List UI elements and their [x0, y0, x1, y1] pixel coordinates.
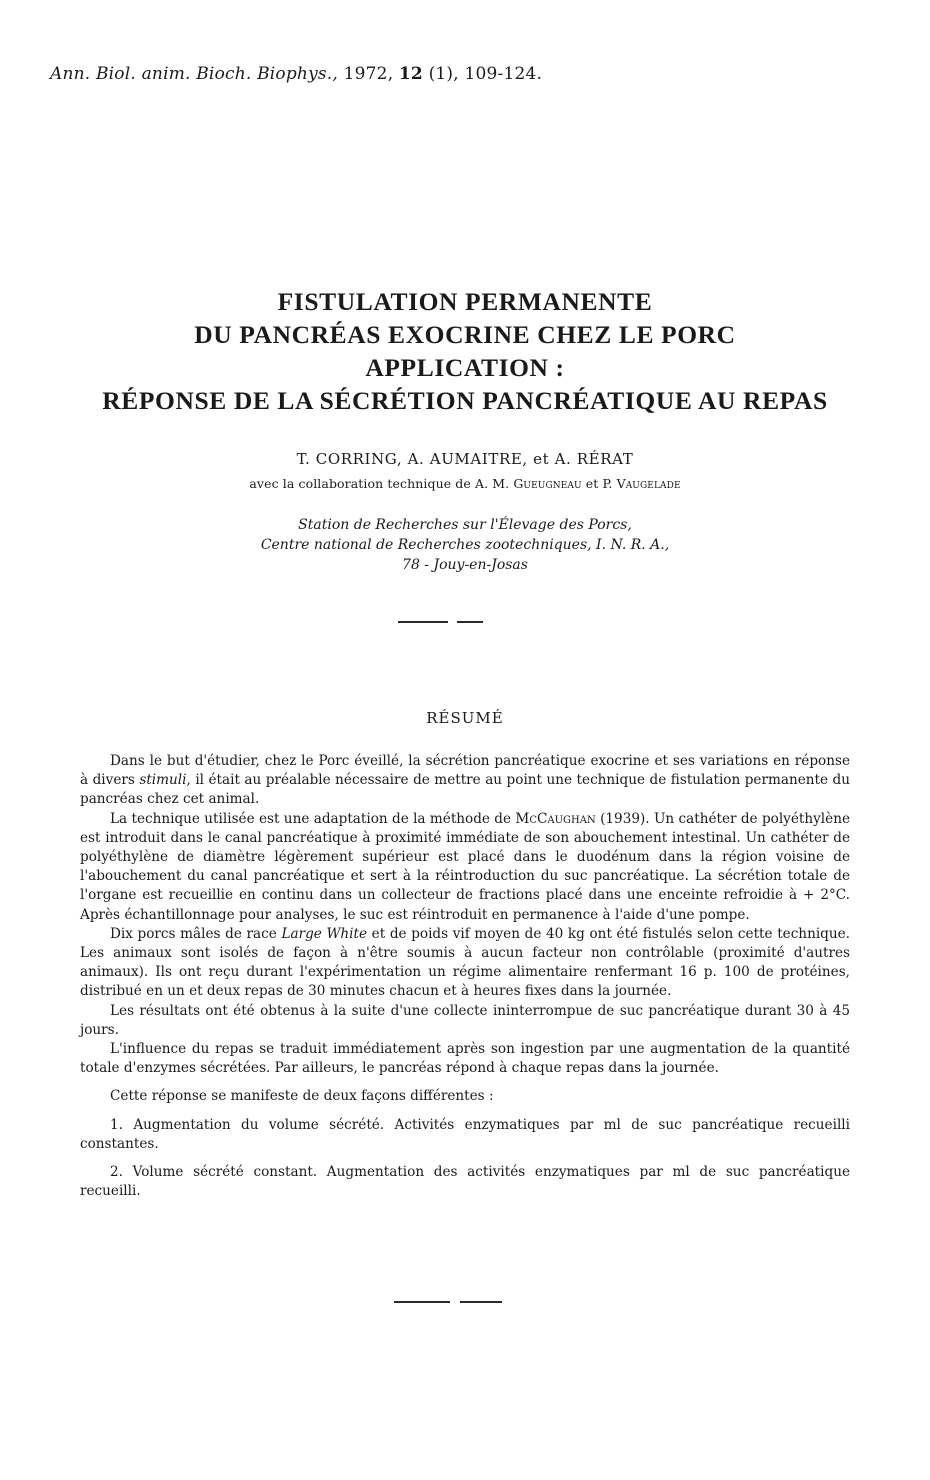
authors: T. CORRING, A. AUMAITRE, et A. RÉRAT — [296, 450, 634, 468]
title-line: DU PANCRÉAS EXOCRINE CHEZ LE PORC — [194, 320, 736, 349]
title-line: FISTULATION PERMANENTE — [277, 287, 653, 316]
abstract-paragraph: Dans le but d'étudier, chez le Porc éveillé, la sécrétion pancréatique exocrine et ses variations en réponse à divers stimuli, il était au préalable nécessaire de mettre au point une technique de fistulation permanente du pancréas chez cet animal. — [80, 753, 850, 808]
abstract-heading: RÉSUMÉ — [426, 709, 504, 727]
citation-issue-pages: (1), 109-124. — [428, 64, 543, 84]
abstract-paragraph: Cette réponse se manifeste de deux façons différentes : — [110, 1088, 494, 1105]
collab-name-1: Gueugneau — [513, 476, 582, 491]
collab-conj: et P. — [585, 476, 613, 491]
separator-rule — [457, 621, 483, 623]
affiliation-line: 78 - Jouy-en-Josas — [402, 557, 528, 573]
abstract-paragraph: La technique utilisée est une adaptation de la méthode de McCaughan (1939). Un cathéter de polyéthylène est introduit dans le canal pancréatique à proximité immédiate de son abouchement intestinal. Un cathéter de polyéthylène de diamètre légèrement supérieur est placé dans le duodénum dans la région voisine de l'abouchement du canal pancréatique et sert à la réintroduction du suc pancréatique. La sécrétion totale de l'organe est recueillie en continu dans un collecteur de fractions placé dans une enceinte refroidie à + 2°C. Après échantillonnage pour analyses, le suc est réintroduit en permanence à l'aide d'une pompe. — [80, 810, 850, 923]
citation-volume: 12 — [398, 64, 423, 84]
abstract-paragraph: Les résultats ont été obtenus à la suite d'une collecte ininterrompue de suc pancréatique durant 30 à 45 jours. — [80, 1002, 850, 1038]
abstract-list-item: 1. Augmentation du volume sécrété. Activités enzymatiques par ml de suc pancréatique recueilli constantes. — [80, 1116, 850, 1152]
abstract-list-item: 2. Volume sécrété constant. Augmentation des activités enzymatiques par ml de suc pancréatique recueilli. — [80, 1164, 850, 1200]
separator-rule — [460, 1301, 502, 1303]
separator-rule — [398, 621, 448, 623]
affiliation-line: Station de Recherches sur l'Élevage des Porcs, — [298, 517, 632, 533]
citation-journal: Ann. Biol. anim. Bioch. Biophys., — [50, 64, 339, 84]
title-line: RÉPONSE DE LA SÉCRÉTION PANCRÉATIQUE AU REPAS — [102, 386, 828, 415]
affiliation — [0, 515, 930, 575]
citation-year: 1972, — [343, 64, 394, 84]
collab-name-2: Vaugelade — [616, 476, 681, 491]
abstract-paragraph: Dix porcs mâles de race Large White et de poids vif moyen de 40 kg ont été fistulés selon cette technique. Les animaux sont isolés de façon à n'être soumis à aucun facteur non contrôlable (proximité d'autres animaux). Ils ont reçu durant l'expérimentation un régime alimentaire renfermant 16 p. 100 de protéines, distribué en un et deux repas de 30 minutes chacun et à heures fixes dans la journée. — [80, 925, 850, 1000]
title-line: APPLICATION : — [365, 353, 565, 382]
abstract-paragraph: L'influence du repas se traduit immédiatement après son ingestion par une augmentation de la quantité totale d'enzymes sécrétées. Par ailleurs, le pancréas répond à chaque repas dans la journée. — [80, 1041, 850, 1077]
separator-rule — [394, 1301, 450, 1303]
affiliation-line: Centre national de Recherches zootechniques, I. N. R. A., — [260, 537, 670, 553]
technical-collaboration — [0, 476, 930, 491]
abstract-body — [80, 752, 850, 1201]
journal-citation — [50, 64, 542, 84]
paper-title — [0, 285, 930, 417]
collab-prefix: avec la collaboration technique de A. M. — [249, 476, 510, 491]
